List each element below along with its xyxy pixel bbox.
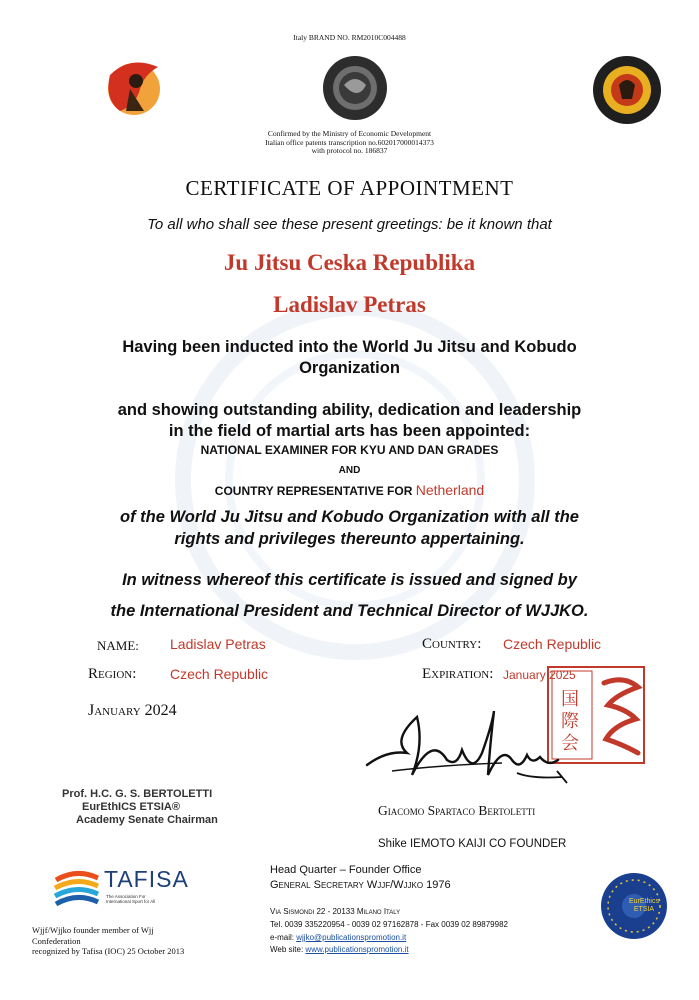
ministry-confirmation: [0, 130, 699, 156]
telephone: Tel. 0039 335220954 - 0039 02 97162878 - Fax 0039 02 89879982: [270, 920, 508, 929]
left-emblem-logo: [100, 55, 168, 120]
academy-stamp: [62, 788, 262, 827]
signer-title: Shike IEMOTO KAIJI CO FOUNDER: [378, 838, 567, 850]
membership-line-1: Wjjf/Wjjko founder member of Wjj: [32, 925, 154, 935]
expiration-value: January 2025: [503, 668, 576, 682]
email-label: e-mail:: [270, 933, 297, 942]
role-examiner: NATIONAL EXAMINER FOR KYU AND DAN GRADES: [200, 443, 499, 457]
eurethics-logo-text: EurEthics ETSIA: [629, 898, 659, 913]
membership-line-2: Confederation: [32, 935, 81, 946]
tafisa-logo-icon: [52, 868, 102, 910]
tafisa-wordmark: TAFISA: [104, 866, 189, 892]
witness-statement: [0, 565, 699, 627]
signer-name: Giacomo Spartaco Bertoletti: [378, 803, 536, 818]
role-and: AND: [338, 465, 361, 476]
rights-statement: [0, 506, 699, 550]
rights-line-1: of the World Ju Jitsu and Kobudo Organization with all the: [120, 508, 579, 526]
name-value: Ladislav Petras: [170, 636, 266, 652]
region-value: Czech Republic: [170, 666, 269, 682]
svg-text:会: 会: [561, 733, 579, 754]
center-federation-logo: [322, 55, 388, 121]
confirmation-line-3: with protocol no. 186837: [311, 146, 388, 155]
country-value: Czech Republic: [503, 636, 602, 652]
rights-line-2: rights and privileges thereunto appertaining.: [174, 530, 525, 548]
confirmation-line-2: Italian office patents transcription no.602017000014373: [265, 137, 434, 147]
tafisa-subtitle: The Association For International Sport for All: [106, 894, 156, 904]
website-line: [270, 945, 409, 954]
email-link[interactable]: wjjko@publicationspromotion.it: [296, 933, 407, 942]
signature-scribble: [362, 705, 592, 795]
induction-line-2: Organization: [299, 359, 400, 377]
organization-name: Ju Jitsu Ceska Republika: [223, 250, 476, 275]
svg-text:際: 際: [561, 711, 579, 732]
stamp-name: Prof. H.C. G. S. BERTOLETTI: [62, 788, 213, 800]
general-secretary: General Secretary Wjjf/Wjjko 1976: [270, 879, 451, 891]
country-label: Country:: [422, 636, 482, 652]
address: Via Sismondi 22 - 20133 Milano Italy: [270, 907, 401, 916]
expiration-label: Expiration:: [422, 666, 494, 682]
website-link[interactable]: www.publicationspromotion.it: [305, 945, 409, 954]
ability-statement: [0, 400, 699, 442]
email-line: [270, 933, 406, 942]
right-organization-logo: [592, 55, 662, 125]
role-representative-country: Netherland: [415, 482, 485, 498]
witness-line-1: In witness whereof this certificate is issued and signed by: [122, 571, 577, 589]
membership-note: [32, 925, 184, 957]
name-label: NAME:: [97, 638, 139, 653]
brand-number: Italy BRAND NO. RM2010C004488: [293, 33, 406, 42]
membership-line-3: recognized by Tafisa (IOC) 25 October 2013: [32, 946, 185, 956]
certificate-title: CERTIFICATE OF APPOINTMENT: [185, 176, 514, 200]
website-label: Web site:: [270, 945, 306, 954]
role-representative: [0, 482, 699, 498]
stamp-line-3: Academy Senate Chairman: [76, 814, 218, 826]
witness-line-2: the International President and Technical Director of WJJKO.: [110, 602, 589, 620]
ability-line-2: in the field of martial arts has been appointed:: [168, 422, 531, 440]
hq-title: Head Quarter – Founder Office: [270, 864, 422, 876]
ability-line-1: and showing outstanding ability, dedication and leadership: [117, 401, 582, 419]
stamp-line-2: EurEthICS ETSIA®: [82, 801, 180, 813]
greeting: To all who shall see these present greetings: be it known that: [147, 216, 552, 233]
svg-text:国: 国: [561, 689, 579, 710]
recipient-name: Ladislav Petras: [273, 292, 426, 317]
issue-date: January 2024: [88, 702, 177, 719]
induction-line-1: Having been inducted into the World Ju Jitsu and Kobudo: [122, 338, 577, 356]
role-representative-prefix: COUNTRY REPRESENTATIVE FOR: [214, 484, 416, 498]
confirmation-line-1: Confirmed by the Ministry of Economic Development: [267, 129, 432, 138]
induction-statement: [0, 337, 699, 379]
region-label: Region:: [88, 666, 137, 682]
